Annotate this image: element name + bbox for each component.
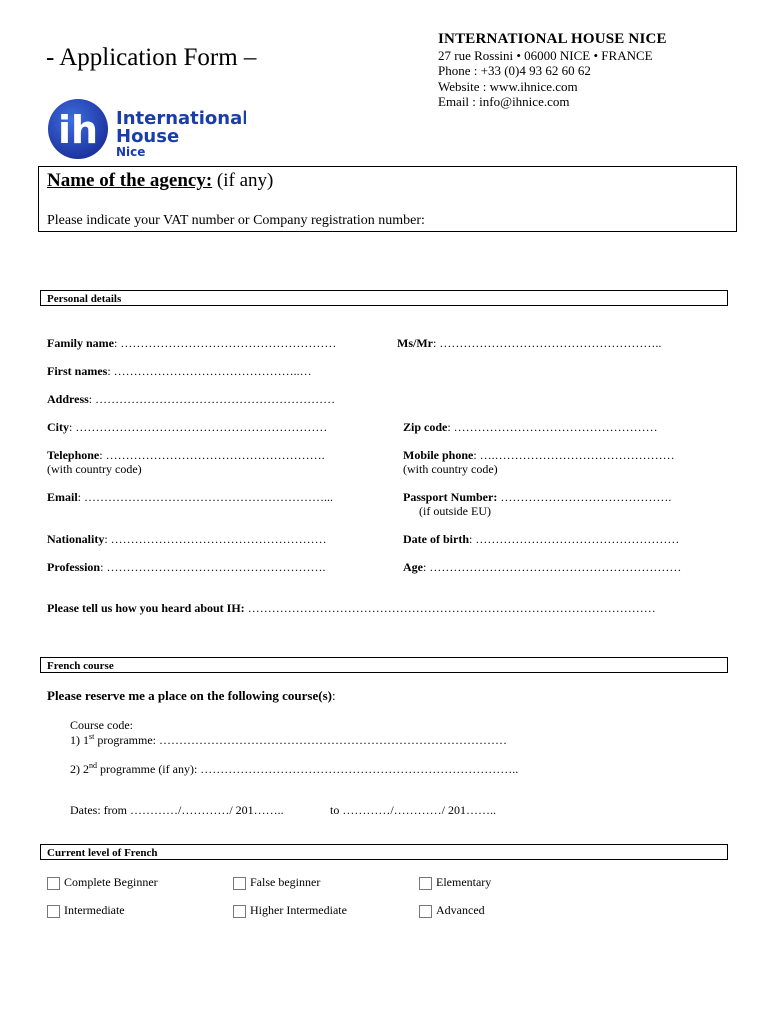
programme-1-sup: st [89,732,95,741]
family-name-line: : ……………………………………………… [114,336,337,350]
logo-line1: International [116,108,246,129]
org-name: INTERNATIONAL HOUSE NICE [438,31,667,47]
level-elementary[interactable] [419,875,491,890]
msmr-line: : ……………………………………………….. [432,336,662,350]
heard-about-field[interactable] [47,601,656,616]
family-name-field[interactable] [47,336,336,351]
level-label: Advanced [436,903,485,917]
level-false-beginner[interactable] [233,875,320,890]
programme-1-field[interactable] [70,733,507,748]
mobile-line: : ….……………………………………… [473,448,675,462]
age-field[interactable] [403,560,681,575]
level-higher-intermediate[interactable] [233,903,347,918]
email-label: Email [47,490,78,504]
section-current-level: Current level of French [40,844,728,860]
city-label: City [47,420,69,434]
nationality-field[interactable] [47,532,327,547]
org-address: 27 rue Rossini • 06000 NICE • FRANCE [438,47,653,63]
heard-about-label: Please tell us how you heard about IH: [47,601,245,615]
programme-2-prefix: 2) 2 [70,762,89,776]
city-field[interactable] [47,420,327,435]
age-line: : ……………………………………………………… [423,560,682,574]
course-code-label: Course code: [70,718,133,732]
logo-line2: House [116,126,180,147]
zip-label: Zip code [403,420,448,434]
programme-2-field[interactable] [70,762,518,777]
level-label: Intermediate [64,903,125,917]
org-email: Email : info@ihnice.com [438,94,570,109]
logo-line3: Nice [116,145,146,159]
zip-field[interactable] [403,420,658,435]
nationality-line: : ……………………………………………… [104,532,327,546]
org-info [438,32,667,110]
section-french-course: French course [40,657,728,673]
telephone-label: Telephone [47,448,100,462]
address-field[interactable] [47,392,335,407]
mobile-field[interactable] [403,448,675,463]
telephone-field[interactable] [47,448,325,463]
checkbox-icon[interactable] [233,905,246,918]
age-label: Age [403,560,423,574]
mobile-note: (with country code) [403,462,498,476]
ih-logo-icon [46,98,246,162]
profession-label: Profession [47,560,101,574]
email-field[interactable] [47,490,333,505]
zip-line: : …………………………………………… [447,420,658,434]
mobile-label: Mobile phone [403,448,474,462]
form-title: - Application Form – [46,44,257,71]
dates-from-field[interactable]: Dates: from …………/…………/ 201…….. [70,803,284,817]
dob-label: Date of birth [403,532,469,546]
level-label: Complete Beginner [64,875,158,889]
course-question-text: Please reserve me a place on the following course(s) [47,688,332,703]
level-complete-beginner[interactable] [47,875,158,890]
passport-line: ……………………………………. [497,490,672,504]
dob-line: : …………………………………………… [469,532,680,546]
msmr-label: Ms/Mr [397,336,433,350]
heard-about-line: ………………………………………………………………………………………… [244,601,656,615]
dob-field[interactable] [403,532,679,547]
logo-mark: ih [57,108,99,152]
first-names-field[interactable] [47,364,312,379]
org-phone: Phone : +33 (0)4 93 62 60 62 [438,63,591,78]
city-line: : ……………………………………………………… [69,420,328,434]
checkbox-icon[interactable] [419,877,432,890]
level-label: Elementary [436,875,492,889]
telephone-note: (with country code) [47,462,142,476]
level-intermediate[interactable] [47,903,125,918]
nationality-label: Nationality [47,532,105,546]
msmr-field[interactable] [397,336,661,351]
checkbox-icon[interactable] [47,877,60,890]
email-line: : ……………………………………………………... [77,490,334,504]
profession-field[interactable] [47,560,325,575]
checkbox-icon[interactable] [47,905,60,918]
first-names-line: : ………………………………………..… [107,364,312,378]
level-advanced[interactable] [419,903,485,918]
passport-field[interactable] [403,490,671,505]
level-label: False beginner [250,875,321,889]
section-personal-details: Personal details [40,290,728,306]
passport-label: Passport Number: [403,490,498,504]
programme-2-line: programme (if any): …………………………………………………………………….. [97,762,519,776]
ih-logo [46,98,246,162]
dates-to-field[interactable]: to …………/…………/ 201…….. [330,803,497,817]
agency-heading [47,170,273,192]
agency-box[interactable] [38,166,737,232]
course-question-colon: : [331,688,336,703]
passport-note: (if outside EU) [419,504,491,518]
family-name-label: Family name [47,336,114,350]
programme-2-sup: nd [89,761,97,770]
first-names-label: First names [47,364,108,378]
agency-suffix: (if any) [216,170,274,191]
programme-1-prefix: 1) 1 [70,733,89,747]
level-label: Higher Intermediate [250,903,347,917]
org-website: Website : www.ihnice.com [438,78,578,94]
checkbox-icon[interactable] [419,905,432,918]
profession-line: : ………………………………………………. [100,560,326,574]
address-label: Address [47,392,89,406]
course-question [47,688,336,704]
agency-label: Name of the agency: [47,170,213,191]
programme-1-line: programme: …………………………………………………………………………… [94,733,507,747]
address-line: : …………………………………………………… [88,392,336,406]
telephone-line: : ………………………………………………. [99,448,325,462]
checkbox-icon[interactable] [233,877,246,890]
vat-label: Please indicate your VAT number or Company registration number: [47,213,425,228]
